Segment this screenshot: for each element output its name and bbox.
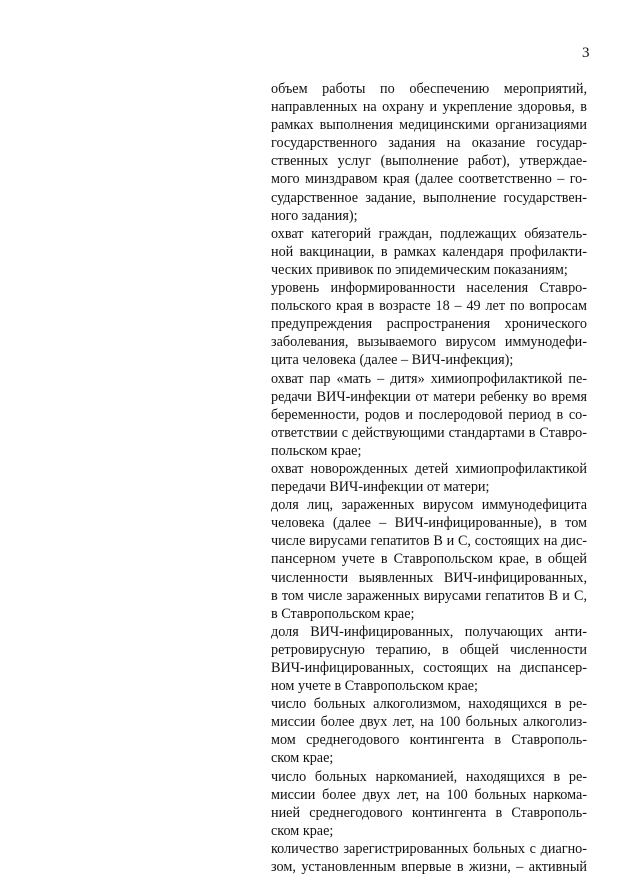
text-line: ной вакцинации, в рамках календаря профилакти- bbox=[271, 243, 587, 260]
text-line: нией среднегодового контингента в Ставрополь- bbox=[271, 804, 587, 821]
paragraph bbox=[271, 768, 587, 840]
text-line: доля лиц, зараженных вирусом иммунодефицита bbox=[271, 497, 587, 514]
text-line: государственного задания на оказание государ- bbox=[271, 135, 587, 152]
paragraph bbox=[271, 279, 587, 369]
text-line: охват категорий граждан, подлежащих обязатель- bbox=[271, 225, 587, 242]
page-number: 3 bbox=[582, 45, 590, 61]
text-line: доля ВИЧ-инфицированных, получающих анти- bbox=[271, 623, 587, 640]
text-line: сударственное задание, выполнение государствен- bbox=[271, 189, 587, 206]
text-line: зом, установленным впервые в жизни, – активный bbox=[271, 859, 587, 876]
text-line: польском крае; bbox=[271, 442, 362, 459]
text-line: ном учете в Ставропольском крае; bbox=[271, 678, 478, 695]
text-line: охват новорожденных детей химиопрофилактикой bbox=[271, 460, 587, 477]
text-line: редачи ВИЧ-инфекции от матери ребенку во время bbox=[271, 388, 587, 405]
text-line: число больных алкоголизмом, находящихся в ре- bbox=[271, 696, 587, 713]
paragraph bbox=[271, 496, 587, 623]
text-line: ответствии с действующими стандартами в Ставро- bbox=[271, 424, 587, 441]
text-line: ВИЧ-инфицированных, состоящих на диспансер- bbox=[271, 660, 587, 676]
text-line: заболевания, вызываемого вирусом иммунодефи- bbox=[271, 334, 587, 351]
text-line: ственных услуг (выполнение работ), утверждае- bbox=[271, 153, 587, 170]
paragraph bbox=[271, 623, 587, 695]
text-line: направленных на охрану и укрепление здоровья, в bbox=[271, 99, 587, 116]
document-body bbox=[271, 80, 587, 876]
text-line: в Ставропольском крае; bbox=[271, 605, 415, 622]
text-line: численности выявленных ВИЧ-инфицированных, bbox=[271, 569, 587, 586]
text-line: ском крае; bbox=[271, 750, 334, 767]
text-line: количество зарегистрированных больных с диагно- bbox=[271, 840, 587, 857]
text-line: передачи ВИЧ-инфекции от матери; bbox=[271, 479, 490, 496]
text-line: ного задания); bbox=[271, 207, 358, 224]
text-line: пансерном учете в Ставропольском крае, в общей bbox=[271, 551, 587, 568]
text-line: объем работы по обеспечению мероприятий, bbox=[271, 81, 587, 97]
text-line: человека (далее – ВИЧ-инфицированные), в том bbox=[271, 515, 587, 532]
text-line: цита человека (далее – ВИЧ-инфекция); bbox=[271, 352, 514, 369]
paragraph bbox=[271, 370, 587, 460]
text-line: ском крае; bbox=[271, 822, 334, 839]
text-line: ретровирусную терапию, в общей численности bbox=[271, 641, 587, 658]
text-line: число больных наркоманией, находящихся в ре- bbox=[271, 768, 587, 785]
paragraph bbox=[271, 80, 587, 225]
paragraph bbox=[271, 695, 587, 767]
text-line: польского края в возрасте 18 – 49 лет по вопросам bbox=[271, 298, 587, 315]
text-line: рамках выполнения медицинскими организациями bbox=[271, 117, 587, 134]
text-line: беременности, родов и послеродовой период в со- bbox=[271, 406, 587, 423]
text-line: предупреждения распространения хронического bbox=[271, 316, 587, 333]
paragraph bbox=[271, 840, 587, 876]
text-line: охват пар «мать – дитя» химиопрофилактикой пе- bbox=[271, 370, 587, 387]
text-line: мом среднегодового контингента в Ставрополь- bbox=[271, 732, 587, 749]
text-line: миссии более двух лет, на 100 больных наркома- bbox=[271, 786, 587, 803]
text-line: мого минздравом края (далее соответственно – го- bbox=[271, 171, 587, 188]
text-line: числе вирусами гепатитов В и С, состоящих на дис- bbox=[271, 533, 587, 550]
paragraph bbox=[271, 460, 587, 496]
text-line: миссии более двух лет, на 100 больных алкоголиз- bbox=[271, 714, 587, 731]
text-line: уровень информированности населения Ставро- bbox=[271, 280, 587, 297]
text-line: в том числе зараженных вирусами гепатитов В и С, bbox=[271, 587, 587, 604]
text-line: ческих прививок по эпидемическим показаниям; bbox=[271, 261, 568, 278]
paragraph bbox=[271, 225, 587, 279]
